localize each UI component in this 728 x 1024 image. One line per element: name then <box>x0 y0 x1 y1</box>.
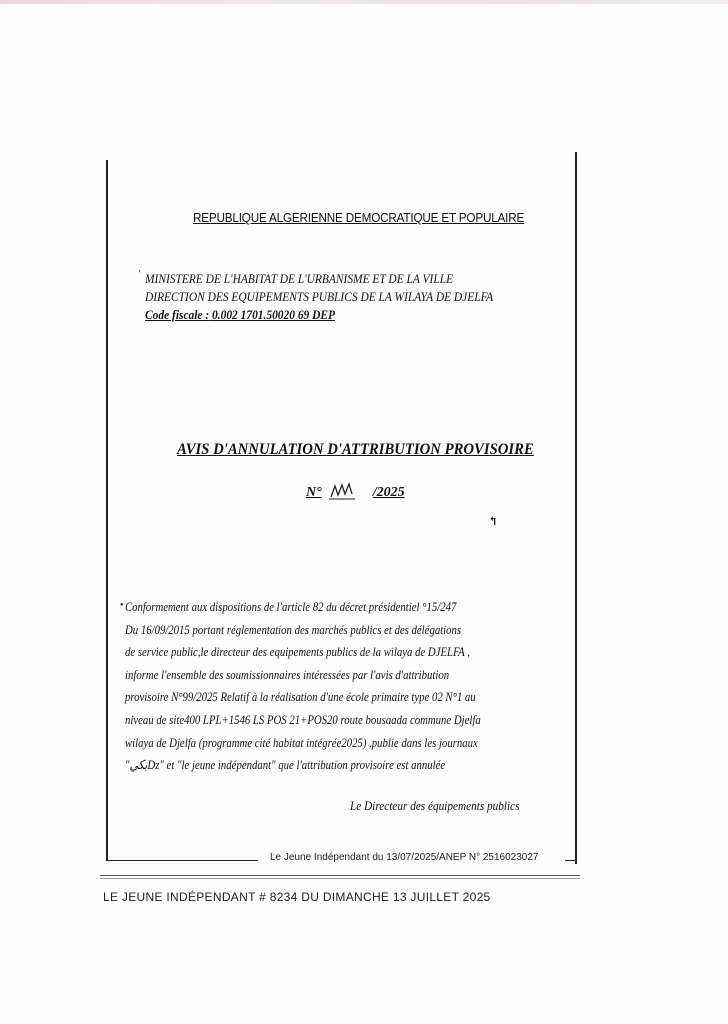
fiscal-code <box>145 306 493 324</box>
fiscal-code-label: Code fiscale : <box>145 307 210 322</box>
ink-mark: ↰ <box>488 514 499 528</box>
ministry-name: MINISTERE DE L'HABITAT DE L'URBANISME ET DE LA VILLE <box>145 271 454 286</box>
body-line: de service public,le directeur des equipements publics de la wilaya de DJELFA , <box>125 645 470 660</box>
footer-separator <box>100 875 580 876</box>
frame-right-border <box>575 152 577 864</box>
signature-line: Le Directeur des équipements publics <box>350 799 520 813</box>
anep-reference: Le Jeune Indépendant du 13/07/2025/ANEP N° 2516023027 <box>270 852 539 863</box>
body-line: wilaya de Djelfa (programme cité habitat intégrée2025) ,publie dans les journaux <box>125 735 478 750</box>
frame-bottom-line-left <box>106 860 258 861</box>
body-line: provisoire N°99/2025 Relatif à la réalisation d'une école primaire type 02 N°1 au <box>125 690 476 705</box>
body-line: Du 16/09/2015 portant réglementation des marchés publics et des délégations <box>125 622 462 637</box>
notice-number-suffix: /2025 <box>372 485 405 500</box>
bullet-dot: • <box>120 600 124 611</box>
frame-bottom-line-right <box>565 860 577 861</box>
notice-number <box>306 482 405 501</box>
notice-title: AVIS D'ANNULATION D'ATTRIBUTION PROVISOIRE <box>177 441 534 458</box>
scan-edge <box>0 0 728 4</box>
direction-name: DIRECTION DES EQUIPEMENTS PUBLICS DE LA WILAYA DE DJELFA <box>145 289 494 304</box>
ministry-block <box>137 269 494 324</box>
body-line: niveau de site400 LPL+1546 LS POS 21+POS20 route bousaada commune Djelfa <box>125 712 481 727</box>
handwritten-number-icon <box>329 482 365 500</box>
notice-number-prefix: N° <box>306 485 322 500</box>
republic-heading: REPUBLIQUE ALGERIENNE DEMOCRATIQUE ET POPULAIRE <box>193 210 525 225</box>
notice-body <box>125 596 565 777</box>
body-line: informe l'ensemble des soumissionnaires intéressées par l'avis d'attribution <box>125 667 450 682</box>
journal-footer: LE JEUNE INDÉPENDANT # 8234 DU DIMANCHE 13 JUILLET 2025 <box>103 890 491 904</box>
body-line: Conformement aux dispositions de l'article 82 du décret présidentiel °15/247 <box>125 600 457 614</box>
ink-dot: ' <box>137 269 140 280</box>
body-line: "بكيDz" et "le jeune indépendant" que l'attribution provisoire est annulée <box>125 758 446 773</box>
fiscal-code-value: 0.002 1701.50020 69 DEP <box>212 307 336 322</box>
frame-left-border <box>106 160 108 860</box>
footer-separator-secondary <box>100 878 580 879</box>
